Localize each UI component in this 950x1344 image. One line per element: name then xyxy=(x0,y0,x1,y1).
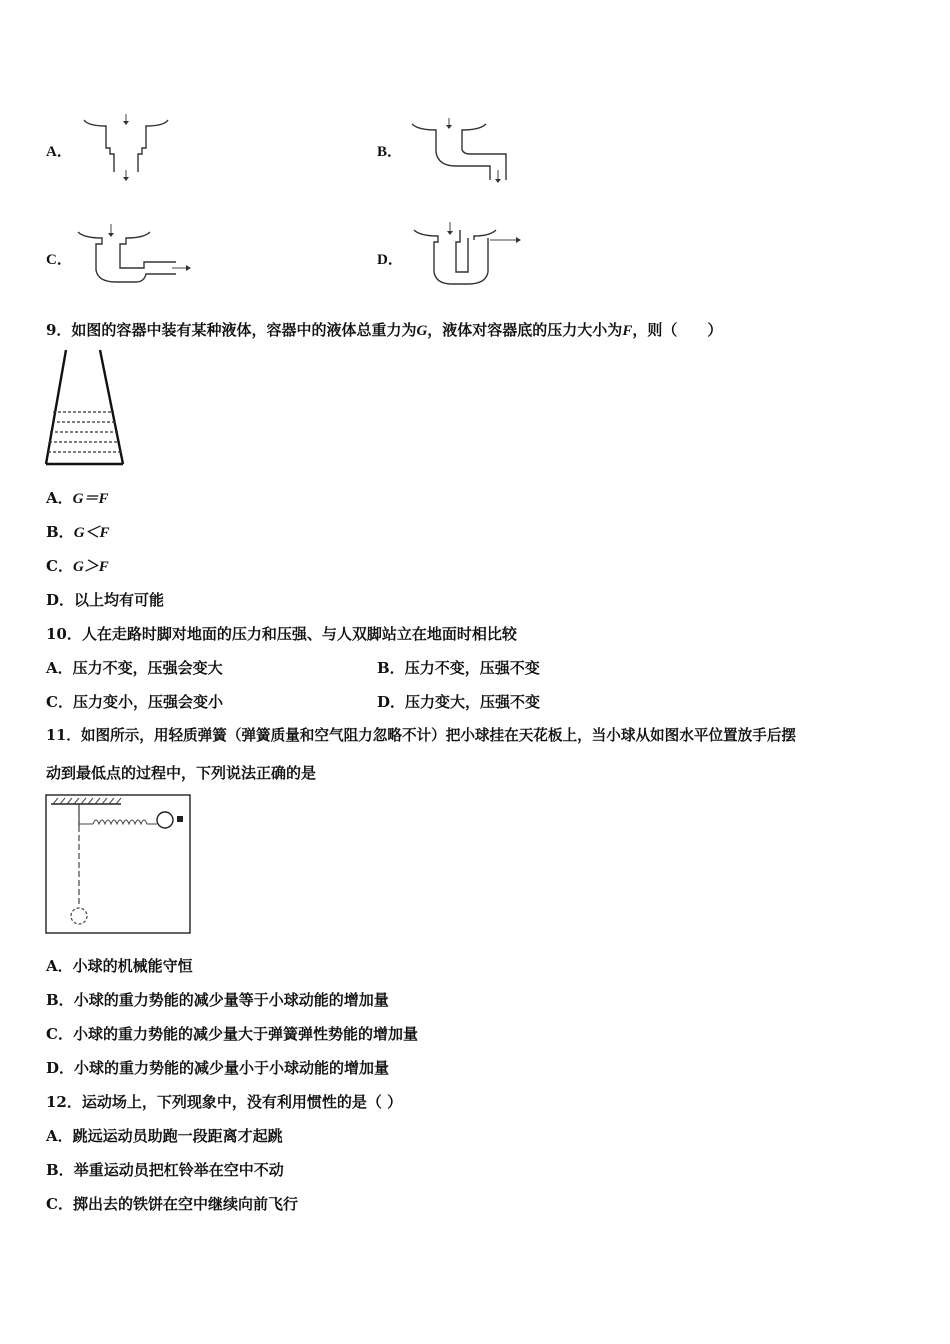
option-text: 压力不变，压强会变大 xyxy=(72,659,223,677)
q9-stem xyxy=(46,320,722,341)
option-text: 跳远运动员助跑一段距离才起跳 xyxy=(72,1127,283,1145)
q9-option-c xyxy=(46,556,109,577)
q8-option-d-label: D． xyxy=(377,252,403,268)
option-text: 小球的重力势能的减少量大于弹簧弹性势能的增加量 xyxy=(72,1025,418,1043)
q12-stem: 12．运动场上，下列现象中，没有利用惯性的是（ ） xyxy=(46,1093,403,1111)
option-letter: A． xyxy=(46,957,73,975)
q8-option-b-label: B． xyxy=(377,144,403,160)
q8-option-b-figure xyxy=(410,116,520,186)
q10-option-c xyxy=(46,692,223,712)
q11-option-c xyxy=(46,1024,418,1044)
q11-option-a xyxy=(46,956,193,976)
q10-option-b xyxy=(377,658,540,678)
q9-container-figure xyxy=(44,348,128,468)
q12-option-c xyxy=(46,1194,298,1214)
option-text: 压力变大，压强不变 xyxy=(405,693,541,711)
option-letter: D． xyxy=(46,1059,75,1077)
q11-spring-pendulum-figure xyxy=(45,794,193,936)
q9-stem-part1: 9．如图的容器中装有某种液体，容器中的液体总重力为 xyxy=(46,321,417,339)
q8-option-a-label: A． xyxy=(46,144,72,160)
option-text: G＜F xyxy=(73,525,110,541)
option-text: 掷出去的铁饼在空中继续向前飞行 xyxy=(72,1195,298,1213)
option-letter: A． xyxy=(46,489,73,507)
option-text: 压力变小，压强会变小 xyxy=(72,693,223,711)
q9-stem-part3: ，则（ ） xyxy=(632,321,723,339)
option-letter: C． xyxy=(46,1025,73,1043)
option-text: 小球的重力势能的减少量小于小球动能的增加量 xyxy=(74,1059,390,1077)
option-text: 小球的机械能守恒 xyxy=(72,957,193,975)
q8-option-c-figure xyxy=(76,222,196,292)
q8-option-c-label: C． xyxy=(46,252,72,268)
option-letter: C． xyxy=(46,1195,73,1213)
option-letter: B． xyxy=(46,523,74,541)
q9-stem-part2: ，液体对容器底的压力大小为 xyxy=(427,321,623,339)
q10-stem: 10．人在走路时脚对地面的压力和压强、与人双脚站立在地面时相比较 xyxy=(46,625,517,643)
q9-var-g: G xyxy=(416,323,428,339)
option-text: G＞F xyxy=(72,559,109,575)
q9-option-d xyxy=(46,590,164,610)
option-text: 小球的重力势能的减少量等于小球动能的增加量 xyxy=(73,991,389,1009)
q8-option-a-figure xyxy=(80,112,180,187)
q9-option-a xyxy=(46,488,108,509)
option-text: 以上均有可能 xyxy=(74,591,165,609)
q9-var-f: F xyxy=(622,323,633,339)
q12-option-a xyxy=(46,1126,283,1146)
q10-option-d xyxy=(377,692,540,712)
option-letter: D． xyxy=(377,693,406,711)
option-text: 压力不变，压强不变 xyxy=(404,659,540,677)
q12-option-b xyxy=(46,1160,284,1180)
option-letter: B． xyxy=(377,659,405,677)
q11-stem-line2: 动到最低点的过程中，下列说法正确的是 xyxy=(46,764,317,782)
option-text: 举重运动员把杠铃举在空中不动 xyxy=(73,1161,284,1179)
option-letter: D． xyxy=(46,591,75,609)
q11-option-b xyxy=(46,990,389,1010)
q9-option-b xyxy=(46,522,110,543)
option-letter: A． xyxy=(46,1127,73,1145)
option-letter: B． xyxy=(46,1161,74,1179)
q10-option-a xyxy=(46,658,223,678)
option-text: G＝F xyxy=(72,491,109,507)
option-letter: A． xyxy=(46,659,73,677)
option-letter: C． xyxy=(46,693,73,711)
option-letter: B． xyxy=(46,991,74,1009)
q11-stem-line1: 11．如图所示，用轻质弹簧（弹簧质量和空气阻力忽略不计）把小球挂在天花板上，当小球从如图水平位置放手后摆 xyxy=(46,727,797,744)
q11-option-d xyxy=(46,1058,389,1078)
option-letter: C． xyxy=(46,557,73,575)
q8-option-d-figure xyxy=(410,220,530,290)
